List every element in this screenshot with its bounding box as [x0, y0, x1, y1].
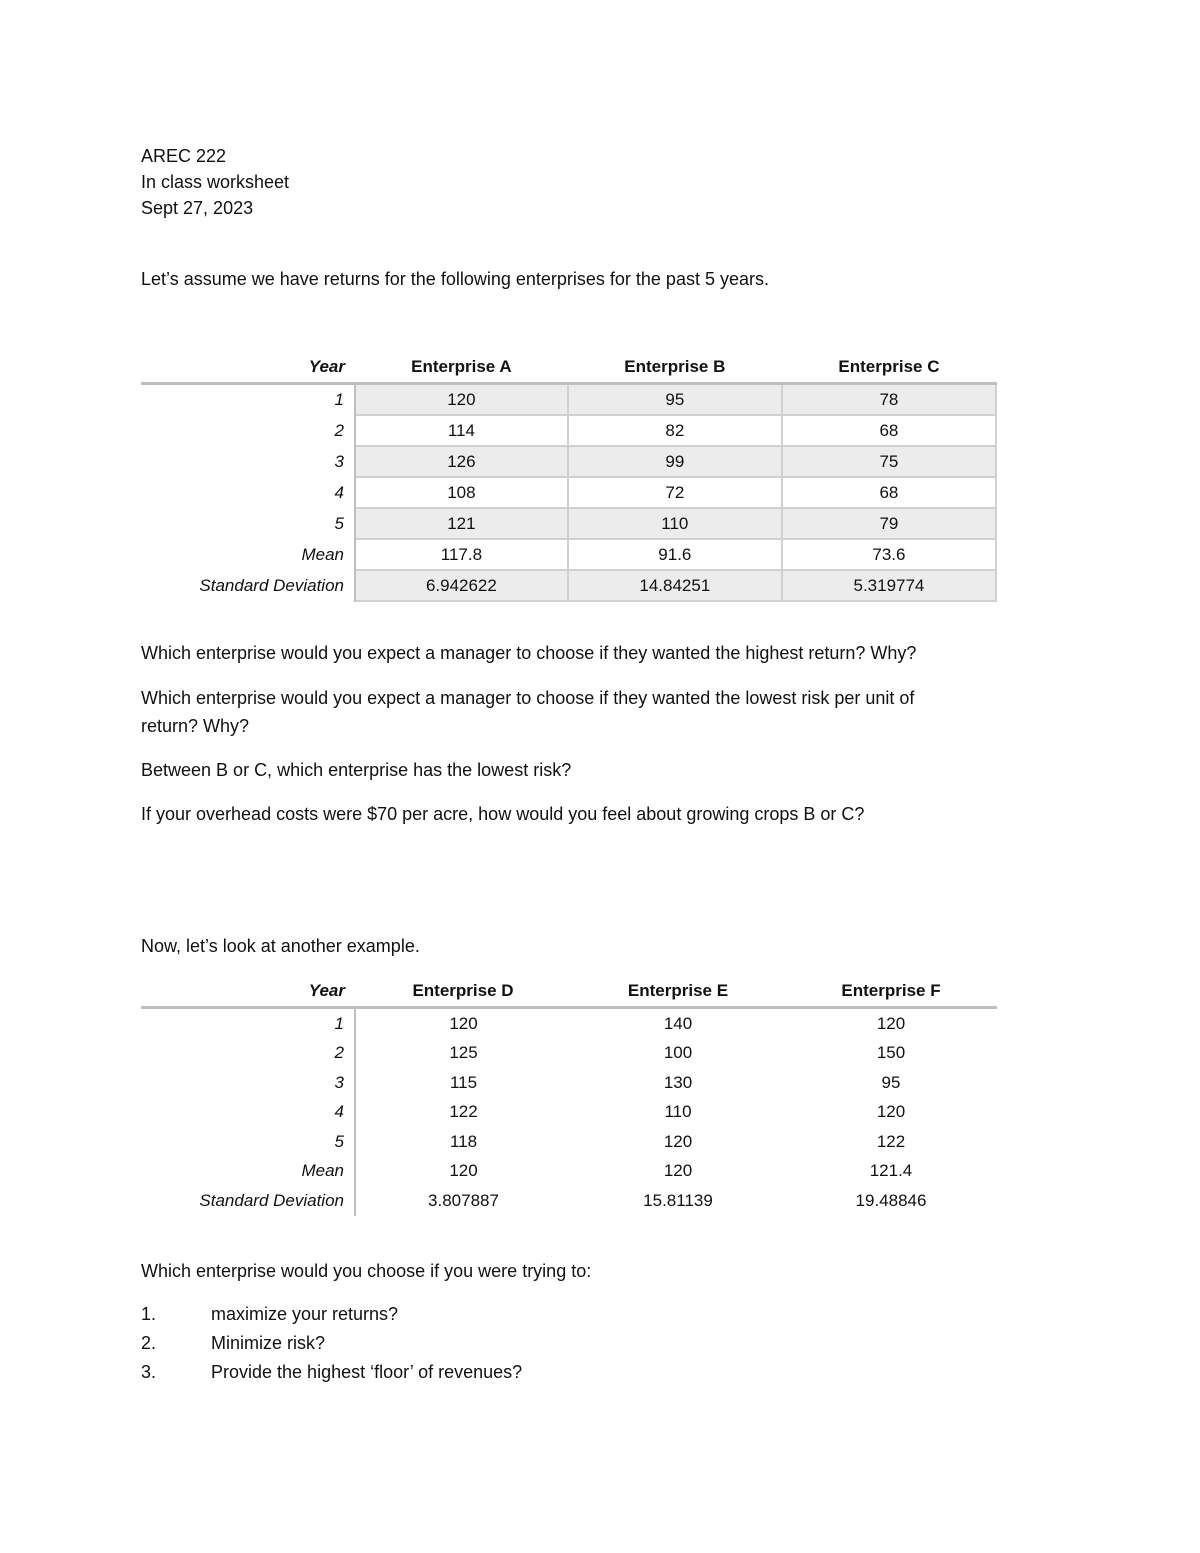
returns-table-1: [141, 352, 997, 602]
list-item: [141, 1332, 522, 1361]
table-row: [141, 415, 996, 446]
header-enterprise-e: Enterprise E: [571, 976, 785, 1008]
table-row-mean: [141, 1157, 997, 1187]
row-label: 2: [141, 1039, 355, 1069]
table-cell: 108: [355, 477, 568, 508]
table-cell: 114: [355, 415, 568, 446]
table-row: [141, 1098, 997, 1128]
header-enterprise-a: Enterprise A: [355, 352, 568, 384]
row-label: 1: [141, 1008, 355, 1039]
list-item-number: 1.: [141, 1304, 157, 1324]
question-highest-return: Which enterprise would you expect a manager to choose if they wanted the highest return? Why?: [141, 643, 917, 663]
intro-text: Let’s assume we have returns for the following enterprises for the past 5 years.: [141, 269, 769, 289]
table-row-standard-deviation: [141, 570, 996, 601]
table-cell: 19.48846: [855, 1190, 927, 1210]
table-cell: 68: [782, 415, 996, 446]
table-cell: 117.8: [355, 539, 568, 570]
table-cell: 79: [782, 508, 996, 539]
row-label: Mean: [141, 1157, 355, 1187]
returns-table-2: [141, 976, 997, 1216]
row-label: 5: [141, 508, 355, 539]
table-row-standard-deviation: [141, 1186, 997, 1216]
table-cell: 150: [876, 1043, 906, 1063]
row-label: Mean: [141, 539, 355, 570]
row-label: 3: [141, 1068, 355, 1098]
question-b-or-c: Between B or C, which enterprise has the lowest risk?: [141, 760, 572, 780]
table-cell: 100: [663, 1043, 693, 1063]
table-cell: 95: [881, 1072, 901, 1092]
question-lowest-risk-line2: return? Why?: [141, 716, 250, 736]
questions2-prompt: Which enterprise would you choose if you were trying to:: [141, 1261, 592, 1281]
table-cell: 115: [449, 1072, 478, 1092]
table-cell: 120: [663, 1131, 693, 1151]
table-cell: 126: [355, 446, 568, 477]
table-cell: 120: [663, 1161, 693, 1181]
table-cell: 6.942622: [355, 570, 568, 601]
table-cell: 120: [449, 1161, 478, 1181]
table-row: [141, 1068, 997, 1098]
table-cell: 121: [355, 508, 568, 539]
table-cell: 73.6: [782, 539, 996, 570]
table-cell: 122: [876, 1131, 906, 1151]
header-enterprise-f: Enterprise F: [785, 976, 997, 1008]
table-cell: 68: [782, 477, 996, 508]
table-cell: 125: [449, 1043, 478, 1063]
table-row: [141, 1008, 997, 1039]
table-cell: 95: [568, 384, 782, 416]
table-cell: 122: [449, 1102, 478, 1122]
table-row: [141, 508, 996, 539]
list-item-text: Provide the highest ‘floor’ of revenues?: [211, 1362, 523, 1382]
row-label: 4: [141, 1098, 355, 1128]
table-header-row: [141, 352, 996, 384]
worksheet-date: Sept 27, 2023: [141, 198, 254, 218]
list-item-number: 2.: [141, 1333, 157, 1353]
questions2-list: [141, 1303, 522, 1390]
table-cell: 82: [568, 415, 782, 446]
row-label: 3: [141, 446, 355, 477]
course-code: AREC 222: [141, 146, 227, 166]
table-cell: 15.81139: [643, 1190, 713, 1210]
list-item-text: Minimize risk?: [211, 1333, 326, 1353]
table-row: [141, 477, 996, 508]
intro2-text: Now, let’s look at another example.: [141, 936, 420, 956]
table-cell: 110: [664, 1102, 692, 1122]
table-cell: 118: [449, 1131, 478, 1151]
table-row: [141, 384, 996, 416]
table-cell: 130: [663, 1072, 693, 1092]
table-cell: 78: [782, 384, 996, 416]
list-item: [141, 1303, 522, 1332]
table-row: [141, 446, 996, 477]
worksheet-subtitle: In class worksheet: [141, 172, 290, 192]
table-cell: 5.319774: [782, 570, 996, 601]
table-cell: 75: [782, 446, 996, 477]
table-row-mean: [141, 539, 996, 570]
list-item-text: maximize your returns?: [211, 1304, 399, 1324]
table-row: [141, 1127, 997, 1157]
table-cell: 110: [568, 508, 782, 539]
header-year: Year: [141, 352, 355, 384]
table-cell: 120: [449, 1013, 478, 1033]
list-item: [141, 1361, 522, 1390]
table-cell: 91.6: [568, 539, 782, 570]
row-label: 2: [141, 415, 355, 446]
list-item-number: 3.: [141, 1362, 157, 1382]
header-enterprise-b: Enterprise B: [568, 352, 782, 384]
table-cell: 140: [663, 1013, 693, 1033]
table-row: [141, 1039, 997, 1069]
header-enterprise-c: Enterprise C: [782, 352, 996, 384]
table-cell: 121.4: [869, 1161, 913, 1181]
row-label: 1: [141, 384, 355, 416]
table-cell: 14.84251: [568, 570, 782, 601]
question-overhead-costs: If your overhead costs were $70 per acre, how would you feel about growing crops B or C?: [141, 804, 865, 824]
row-label: 4: [141, 477, 355, 508]
header-year: Year: [141, 976, 355, 1008]
table-cell: 99: [568, 446, 782, 477]
table-cell: 72: [568, 477, 782, 508]
table-cell: 3.807887: [428, 1190, 499, 1210]
table-header-row: [141, 976, 997, 1008]
row-label: Standard Deviation: [141, 1186, 355, 1216]
header-enterprise-d: Enterprise D: [355, 976, 571, 1008]
question-lowest-risk-line1: Which enterprise would you expect a manager to choose if they wanted the lowest risk per unit of: [141, 688, 915, 708]
row-label: 5: [141, 1127, 355, 1157]
table-cell: 120: [876, 1102, 906, 1122]
table-cell: 120: [876, 1013, 906, 1033]
table-cell: 120: [355, 384, 568, 416]
row-label: Standard Deviation: [141, 570, 355, 601]
